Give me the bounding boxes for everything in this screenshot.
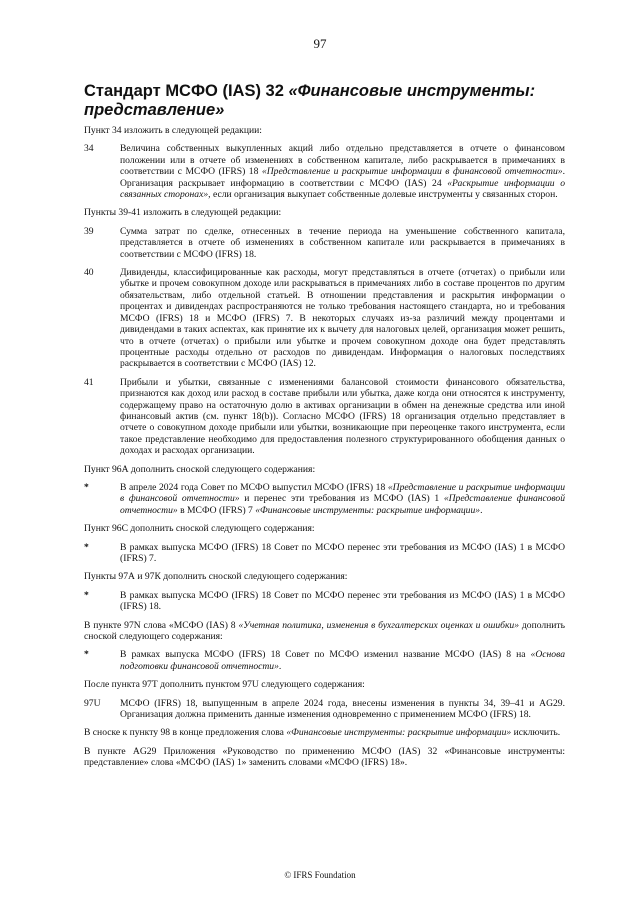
footnote-marker: * (84, 649, 89, 661)
text-run: . (480, 504, 483, 516)
paragraph-text (120, 698, 565, 721)
instruction-line (84, 727, 565, 738)
text-run: Сумма затрат по сделке, отнесенных в течение периода на уменьшение собственного капитала, представляется в отчете об изменениях в собственном капитале или раскрывается в примечаниях в соответствии с МСФО (IFRS) 18. (120, 225, 565, 260)
paragraph-number: 39 (84, 225, 94, 237)
title-italic: «Финансовые инструменты: представление» (84, 82, 536, 119)
paragraph-number: 34 (84, 143, 94, 155)
text-run: в МСФО (IFRS) 7 (177, 504, 256, 516)
italic-run: «Финансовые инструменты: раскрытие информации» (255, 504, 481, 516)
italic-run: «Представление финансовой отчетности» (120, 493, 566, 516)
italic-run: «Раскрытие информации о связанных сторонах» (120, 177, 565, 201)
text-run: В рамках выпуска МСФО (IFRS) 18 Совет по МСФО перенес эти требования из МСФО (IAS) 1 в МСФО (IFRS) 7. (120, 541, 565, 564)
paragraph-number: 97U (84, 697, 101, 709)
text-run: В пункте 97N слова «МСФО (IAS) 8 (84, 619, 239, 631)
italic-run: «Представление и раскрытие информации в финансовой отчетности» (261, 166, 563, 178)
paragraph-text (120, 542, 565, 565)
italic-run: «Основа подготовки финансовой отчетности» (120, 649, 565, 672)
text-run: В рамках выпуска МСФО (IFRS) 18 Совет по МСФО изменил название МСФО (IAS) 8 на (120, 649, 531, 661)
italic-run: «Представление и раскрытие информации в финансовой отчетности» (120, 481, 565, 505)
title-prefix: Стандарт МСФО (IAS) 32 (84, 82, 289, 100)
text-run: В рамках выпуска МСФО (IFRS) 18 Совет по МСФО перенес эти требования из МСФО (IAS) 1 в МСФО (IFRS) 18. (120, 589, 565, 613)
paragraph-text (120, 226, 565, 260)
footnote-item (84, 649, 565, 672)
paragraph-item (84, 143, 565, 200)
text-run: , если организация выкупает собственные долевые инструменты у связанных сторон. (208, 189, 558, 201)
paragraph-text (120, 143, 565, 200)
italic-run: «Финансовые инструменты: раскрытие информации» (286, 727, 512, 739)
paragraph-text (120, 267, 565, 370)
footnote-marker: * (84, 541, 89, 553)
text-run: Дивиденды, классифицированные как расходы, могут представляться в отчете (отчетах) о прибыли или убытке и прочем совокупном доходе или раскрываться в примечаниях либо в составе процентов по другим обязательствам, либо отдельной статьей. В отношении представления и раскрытия информации о процентах и дивидендах распространяются не только требования настоящего стандарта, но и требования МСФО (IFRS) 18 и МСФО (IFRS) 7. В некоторых случаях из-за различий между процентами и дивидендами в таких аспектах, как принятие их к вычету для налоговых целей, организация может решить, что в отчете (отчетах) о прибыли или убытке и прочем совокупном доходе она будет представлять процентные расходы отдельно от расходов по дивидендам. Информация о налоговых последствиях раскрывается в соответствии с МСФО (IAS) 12. (120, 267, 565, 370)
text-run: Величина собственных выкупленных акций либо отдельно представляется в отчете о финансовом положении или в отчете об изменениях в собственном капитале, либо раскрывается в примечаниях в соответствии с МСФО (IFRS) 18 (120, 143, 565, 178)
instruction-line: Пункты 97А и 97К дополнить сноской следующего содержания: (84, 571, 348, 583)
footer-copyright: © IFRS Foundation (284, 870, 356, 880)
paragraph-item (84, 226, 565, 260)
text-run: исключить. (511, 727, 561, 739)
instruction-line (84, 620, 565, 643)
paragraph-text (120, 377, 565, 457)
text-run: . Организация раскрывает информацию в соответствии с МСФО (IAS) 24 (120, 166, 565, 189)
paragraph-text (120, 649, 565, 672)
paragraph-number: 40 (84, 267, 94, 279)
text-run: и перенес эти требования из МСФО (IAS) 1 (239, 493, 444, 505)
text-run: В сноске к пункту 98 в конце предложения слова (84, 727, 287, 739)
footnote-marker: * (84, 481, 89, 493)
page-number: 97 (313, 36, 327, 51)
footnote-item (84, 542, 565, 565)
paragraph-item (84, 267, 565, 370)
document-body (84, 125, 565, 776)
instruction-line: После пункта 97Т дополнить пунктом 97U следующего содержания: (84, 679, 365, 691)
text-run: . (278, 660, 282, 672)
paragraph-text (120, 590, 565, 613)
text-run: МСФО (IFRS) 18, выпущенным в апреле 2024 года, внесены изменения в пункты 34, 39–41 и AG29. Организация должна применить данные изменения одновременно с применением МСФО (IFRS) 18. (120, 697, 565, 721)
text-run: В апреле 2024 года Совет по МСФО выпустил МСФО (IFRS) 18 (120, 481, 388, 493)
footnote-marker: * (84, 589, 89, 601)
text-run: Прибыли и убытки, связанные с изменениями балансовой стоимости финансового обязательства, признаются как доход или расход в составе прибыли или убытка, даже когда они относятся к инструменту, содержащему право на остаточную долю в активах организации в обмен на денежные средства или иной финансовый актив (см. пункт 18(b)). Согласно МСФО (IFRS) 18 организация отдельно представляет в отчете о совокупном доходе прибыли или убытки, возникающие при переоценке такого инструмента, если такое представление необходимо для предоставления полезного структурированного обобщения данных о доходах и расходах организации. (120, 376, 565, 457)
paragraph-item (84, 698, 565, 721)
paragraph-text (120, 482, 565, 516)
instruction-line: В пункте AG29 Приложения «Руководство по применению МСФО (IAS) 32 «Финансовые инструменты: представление» слова «МСФО (IAS) 1» заменить словами «МСФО (IFRS) 18». (84, 745, 565, 769)
paragraph-number: 41 (84, 376, 94, 388)
instruction-line: Пункт 96С дополнить сноской следующего содержания: (84, 523, 315, 535)
paragraph-item (84, 377, 565, 457)
footnote-item (84, 590, 565, 613)
footnote-item (84, 482, 565, 516)
instruction-line: Пункт 96А дополнить сноской следующего содержания: (84, 463, 316, 475)
instruction-line: Пункт 34 изложить в следующей редакции: (84, 125, 262, 136)
page-title (84, 82, 574, 120)
instruction-line: Пункты 39-41 изложить в следующей редакции: (84, 207, 282, 219)
text-run: дополнить сноской следующего содержания: (84, 619, 565, 643)
italic-run: «Учетная политика, изменения в бухгалтерских оценках и ошибки» (238, 619, 520, 631)
